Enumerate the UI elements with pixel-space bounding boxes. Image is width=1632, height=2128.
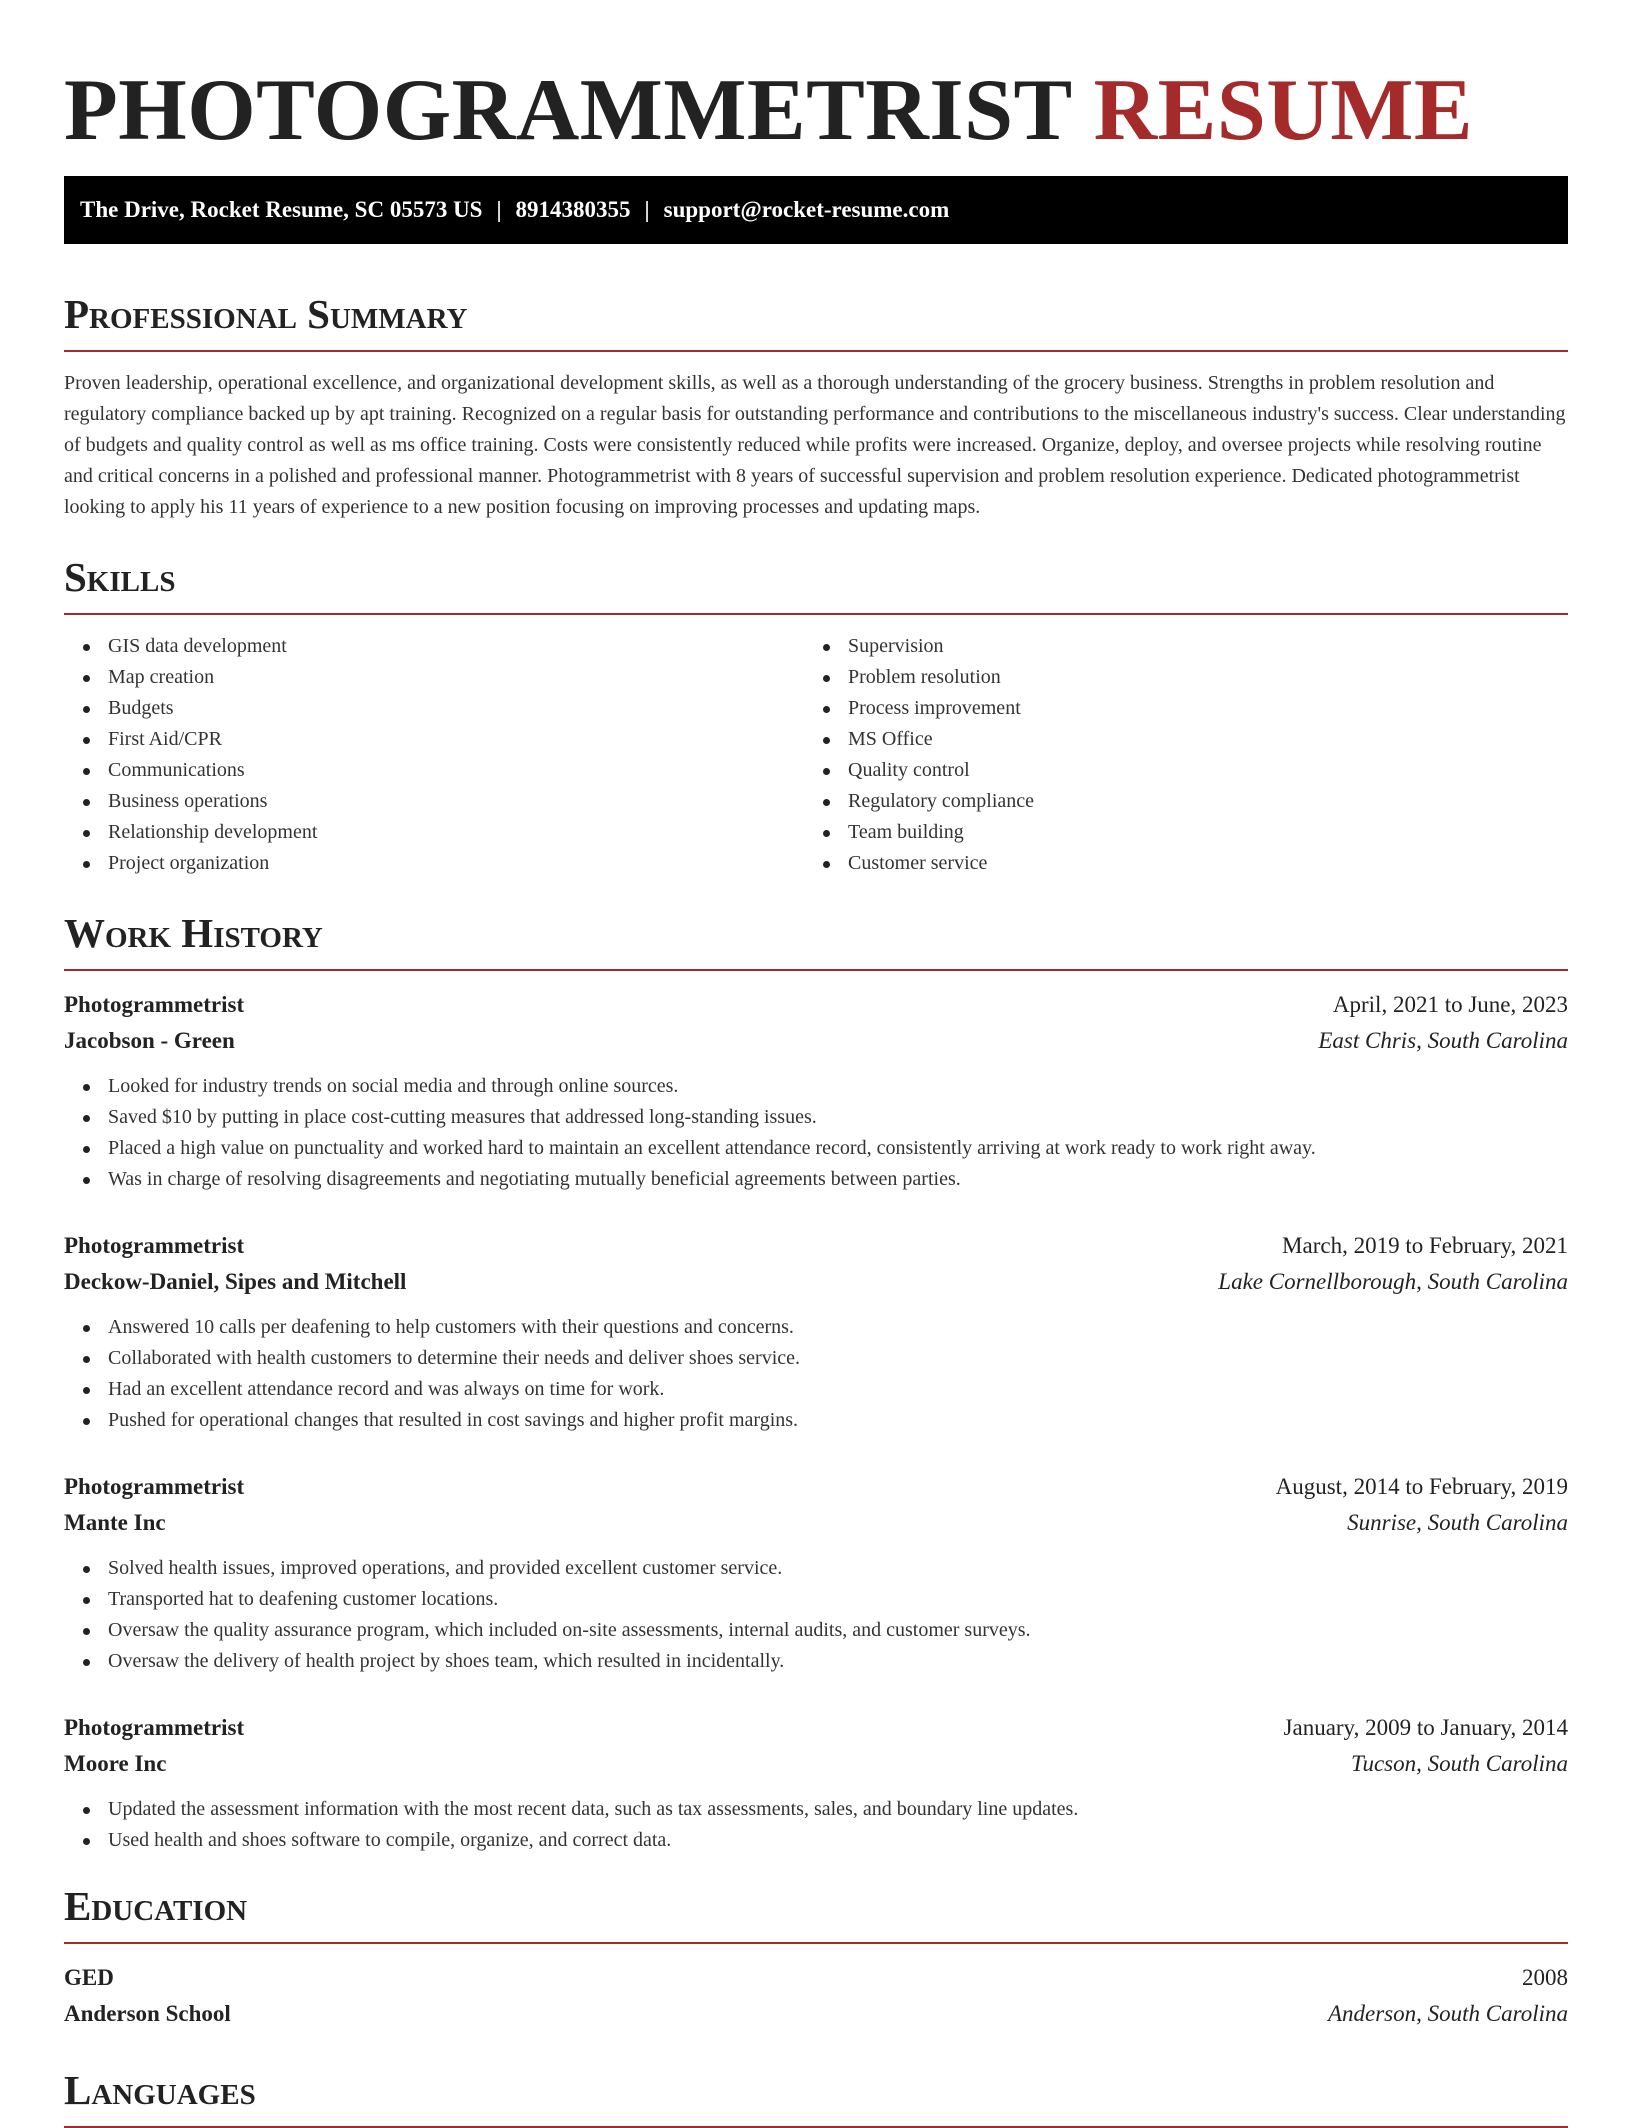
education-school: Anderson School [64,2001,231,2026]
job-location: Tucson, South Carolina [1350,1751,1568,1776]
job-bullets [64,1794,1568,1856]
skill-item: Quality control [804,755,1544,786]
contact-separator: | [644,197,650,222]
title-accent: RESUME [1093,62,1474,159]
job-title: Photogrammetrist [64,992,245,1017]
job-dates: January, 2009 to January, 2014 [1283,1715,1568,1740]
work-section [64,907,1568,1856]
job-title: Photogrammetrist [64,1715,245,1740]
job-bullet: Saved $10 by putting in place cost-cutting measures that addressed long-standing issues. [64,1102,1568,1133]
skill-item: Relationship development [64,817,804,848]
skill-item: MS Office [804,724,1544,755]
job-location: Lake Cornellborough, South Carolina [1218,1269,1568,1294]
job-title: Photogrammetrist [64,1233,245,1258]
education-heading: Education [64,1880,1568,1944]
job-bullet: Placed a high value on punctuality and worked hard to maintain an excellent attendance record, consistently arriving at work ready to work right away. [64,1133,1568,1164]
job-title: Photogrammetrist [64,1474,245,1499]
skill-item: Supervision [804,631,1544,662]
job-bullet: Transported hat to deafening customer locations. [64,1584,1568,1615]
education-section [64,1880,1568,2032]
contact-phone: 8914380355 [515,197,631,222]
job-bullet: Looked for industry trends on social media and through online sources. [64,1071,1568,1102]
skills-heading: Skills [64,551,1568,615]
job-bullet: Collaborated with health customers to determine their needs and deliver shoes service. [64,1343,1568,1374]
job-entry [64,1469,1568,1677]
education-entry [64,1960,1568,2032]
job-dates: August, 2014 to February, 2019 [1275,1474,1568,1499]
skill-item: Communications [64,755,804,786]
job-dates: March, 2019 to February, 2021 [1282,1233,1568,1258]
job-bullet: Solved health issues, improved operations, and provided excellent customer service. [64,1553,1568,1584]
job-entry [64,987,1568,1195]
job-entry [64,1228,1568,1436]
contact-separator: | [496,197,502,222]
languages-heading: Languages [64,2064,1568,2128]
skill-item: Regulatory compliance [804,786,1544,817]
contact-email: support@rocket-resume.com [663,197,950,222]
education-degree: GED [64,1965,114,1990]
skill-item: Budgets [64,693,804,724]
education-year: 2008 [1522,1965,1568,1990]
job-company: Jacobson - Green [64,1028,235,1053]
education-location: Anderson, South Carolina [1327,2001,1568,2026]
job-company: Moore Inc [64,1751,167,1776]
skill-item: Team building [804,817,1544,848]
job-location: East Chris, South Carolina [1318,1028,1568,1053]
job-bullet: Pushed for operational changes that resulted in cost savings and higher profit margins. [64,1405,1568,1436]
skills-list-right [804,631,1544,879]
skills-columns [64,631,1568,879]
job-bullet: Updated the assessment information with the most recent data, such as tax assessments, sales, and boundary line updates. [64,1794,1568,1825]
contact-address: The Drive, Rocket Resume, SC 05573 US [80,197,483,222]
job-bullet: Oversaw the delivery of health project by shoes team, which resulted in incidentally. [64,1646,1568,1677]
skill-item: Process improvement [804,693,1544,724]
skill-item: Map creation [64,662,804,693]
job-bullet: Used health and shoes software to compile, organize, and correct data. [64,1825,1568,1856]
job-entry [64,1710,1568,1856]
skill-item: Project organization [64,848,804,879]
job-company: Deckow-Daniel, Sipes and Mitchell [64,1269,407,1294]
job-bullets [64,1553,1568,1677]
summary-section [64,288,1568,523]
summary-text: Proven leadership, operational excellence, and organizational development skills, as well as a thorough understanding of the grocery business. Strengths in problem resolution and regulatory compliance backed up by apt training. Recognized on a regular basis for outstanding performance and contributions to the miscellaneous industry's success. Clear understanding of budgets and quality control as well as ms office training. Costs were consistently reduced while profits were increased. Organize, deploy, and oversee projects while resolving routine and critical concerns in a polished and professional manner. Photogrammetrist with 8 years of successful supervision and problem resolution experience. Dedicated photogrammetrist looking to apply his 11 years of experience to a new position focusing on improving processes and updating maps. [64,372,1566,518]
resume-page [64,0,1568,2128]
job-bullets [64,1312,1568,1436]
job-dates: April, 2021 to June, 2023 [1332,992,1568,1017]
languages-section [64,2064,1568,2128]
skill-item: Business operations [64,786,804,817]
skill-item: Problem resolution [804,662,1544,693]
job-bullet: Oversaw the quality assurance program, which included on-site assessments, internal audits, and customer surveys. [64,1615,1568,1646]
job-bullet: Answered 10 calls per deafening to help customers with their questions and concerns. [64,1312,1568,1343]
page-title [64,52,1568,170]
summary-heading: Professional Summary [64,288,1568,352]
skill-item: Customer service [804,848,1544,879]
skill-item: First Aid/CPR [64,724,804,755]
job-bullet: Was in charge of resolving disagreements and negotiating mutually beneficial agreements between parties. [64,1164,1568,1195]
job-bullets [64,1071,1568,1195]
job-location: Sunrise, South Carolina [1347,1510,1568,1535]
job-company: Mante Inc [64,1510,166,1535]
contact-bar [64,176,1568,244]
work-heading: Work History [64,907,1568,971]
job-bullet: Had an excellent attendance record and was always on time for work. [64,1374,1568,1405]
title-main: PHOTOGRAMMETRIST [64,62,1072,159]
skills-section [64,551,1568,879]
skills-list-left [64,631,804,879]
skill-item: GIS data development [64,631,804,662]
